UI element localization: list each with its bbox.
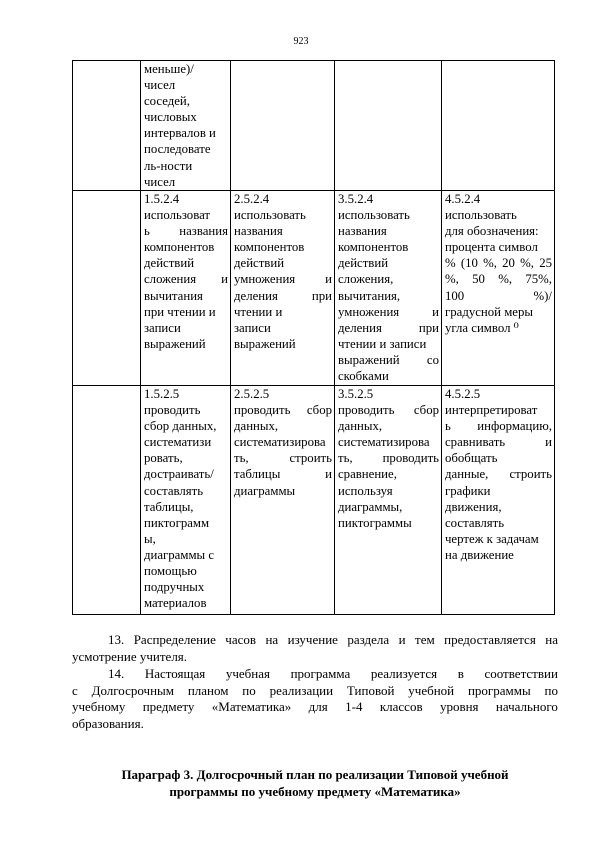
cell-line: соседей, [144, 94, 190, 109]
word: 14. [108, 666, 125, 681]
cell-line: чертеж к задачам [445, 531, 539, 546]
cell-line: использоват [144, 208, 211, 223]
word: тем [415, 632, 435, 647]
cell-line: выражений [234, 336, 296, 351]
word: «Математика» [211, 699, 292, 714]
cell-line: систематизирова [234, 435, 326, 450]
cell-line: 3.5.2.5 [338, 387, 374, 401]
word: 50 [472, 272, 485, 287]
word: сбор [306, 403, 332, 418]
cell-line: данных, [234, 419, 279, 434]
cell-line: процента символ [445, 240, 538, 255]
paragraph-line: усмотрение учителя. [72, 648, 188, 664]
word: %, [520, 256, 534, 271]
table-row [73, 191, 555, 386]
cell-line: 2.5.2.4 [234, 192, 270, 206]
word: деления [338, 320, 382, 335]
word: %)/ [533, 288, 552, 303]
word: на [265, 632, 279, 647]
cell-line: ль-ности [144, 158, 193, 173]
cell-line: чтении и [234, 304, 283, 319]
word: %, [483, 256, 497, 271]
word: проводить [234, 403, 291, 418]
word: ь [445, 419, 451, 434]
word: умножения [234, 272, 296, 287]
word: соответствии [484, 666, 558, 681]
cell-line: действий [234, 256, 285, 271]
table-row [73, 386, 555, 615]
paragraph-line [72, 683, 558, 700]
cell-line: последовате [144, 142, 211, 157]
cell-line [445, 434, 552, 450]
table-cell [73, 386, 141, 615]
cell-line: диаграммы [234, 483, 296, 498]
cell-line: числовых [144, 110, 197, 125]
word: учебной [408, 682, 455, 698]
table-cell [335, 61, 442, 191]
table-cell [335, 386, 442, 615]
cell-line: компонентов [234, 240, 305, 255]
cell-line: диаграммы, [338, 499, 403, 514]
table-cell [141, 191, 231, 386]
cell-line [445, 288, 552, 304]
cell-line: 4.5.2.4 [445, 192, 481, 206]
word: программа [290, 666, 351, 681]
word: ть, [234, 451, 249, 466]
paragraph-line [72, 666, 558, 683]
cell-line: составлять [144, 483, 204, 498]
page-number: 923 [293, 36, 309, 47]
word: выражений [338, 352, 400, 367]
cell-line: вычитания, [338, 288, 401, 303]
word: классов [379, 699, 423, 714]
word: проводить [382, 451, 439, 466]
cell-line [445, 255, 552, 271]
cell-line: интервалов и [144, 126, 216, 141]
word: предоставляется [444, 632, 536, 647]
cell-line: компонентов [144, 240, 215, 255]
cell-line: выражений [144, 336, 206, 351]
word: %, [498, 272, 513, 287]
paragraph-line [72, 699, 558, 716]
word: информацию, [477, 419, 552, 434]
cell-line: сбор данных, [144, 419, 217, 434]
cell-line: угла символ ⁰ [445, 320, 519, 335]
word: изучение [287, 632, 338, 647]
word: Распределение [133, 632, 216, 647]
cell-line: сложения, [338, 272, 394, 287]
word: названия [179, 224, 228, 239]
table-row [73, 61, 555, 191]
word: строить [509, 467, 552, 482]
table-cell [231, 386, 335, 615]
word: 20 [502, 256, 515, 271]
cell-line: действий [338, 256, 389, 271]
word: планом [187, 682, 229, 698]
word: Настоящая [144, 666, 206, 681]
paragraph-line [72, 632, 558, 649]
word: сбор [413, 403, 439, 418]
cell-line: систематизи [144, 435, 212, 450]
table-cell [231, 61, 335, 191]
word: % [445, 256, 456, 271]
word: для [308, 699, 328, 714]
word: раздела [347, 632, 390, 647]
word: данные, [445, 467, 489, 482]
cell-line [445, 271, 552, 287]
cell-line: сравнение, [338, 467, 397, 482]
cell-line: составлять [445, 515, 505, 530]
cell-line [338, 304, 439, 320]
word: проводить [338, 403, 395, 418]
cell-line: графики [445, 483, 491, 498]
word: 75%, [525, 272, 552, 287]
cell-line [234, 402, 332, 418]
cell-line: таблицы, [144, 499, 194, 514]
table-cell [442, 191, 555, 386]
cell-line: движения, [445, 499, 502, 514]
word: с [72, 682, 78, 698]
cell-line [144, 223, 228, 239]
word: по [242, 682, 256, 698]
cell-line [234, 288, 332, 304]
cell-line [234, 450, 332, 466]
word: умножения [338, 304, 400, 319]
cell-line: 4.5.2.5 [445, 387, 481, 401]
cell-line: 2.5.2.5 [234, 387, 270, 401]
paragraph-14 [72, 666, 558, 732]
cell-line: материалов [144, 596, 207, 611]
cell-line: 3.5.2.4 [338, 192, 374, 206]
cell-line: на движение [445, 547, 514, 562]
word: учебному [72, 699, 126, 714]
cell-line: записи [144, 320, 181, 335]
paragraph-13 [72, 632, 558, 665]
word: на [545, 632, 558, 647]
word: реализуется [370, 666, 438, 681]
word: Типовой [346, 682, 395, 698]
word: ть, [338, 451, 353, 466]
word: и [545, 435, 552, 450]
word: деления [234, 288, 278, 303]
cell-line: ы, [144, 531, 156, 546]
cell-line: помощью [144, 564, 197, 579]
cell-line: использовать [445, 208, 517, 223]
word: и [325, 467, 332, 482]
word: программы [467, 682, 531, 698]
word: ь [144, 224, 150, 239]
cell-line: названия [234, 224, 283, 239]
cell-line: скобками [338, 369, 389, 384]
cell-line [338, 320, 439, 336]
cell-line: пиктограмм [144, 515, 210, 530]
cell-line: достраивать/ [144, 467, 214, 482]
cell-line: чтении и записи [338, 336, 427, 351]
cell-line: названия [338, 224, 387, 239]
word: реализации [269, 682, 334, 698]
word: (10 [460, 256, 478, 271]
word: и [398, 632, 406, 647]
cell-line: подручных [144, 580, 205, 595]
cell-line: градусной меры [445, 304, 533, 319]
cell-line [234, 271, 332, 287]
table-cell [141, 61, 231, 191]
cell-line [234, 466, 332, 482]
word: учебная [225, 666, 270, 681]
cell-line: для обозначения: [445, 224, 539, 239]
word: и [325, 272, 332, 287]
table-cell [73, 61, 141, 191]
word: часов [225, 632, 256, 647]
word: сложения [144, 272, 197, 287]
cell-line: используя [338, 483, 393, 498]
table-cell [73, 191, 141, 386]
word: 1-4 [345, 699, 363, 714]
cell-line: интерпретироват [445, 403, 538, 418]
cell-line: использовать [338, 208, 410, 223]
cell-line [144, 271, 228, 287]
cell-line: диаграммы с [144, 547, 215, 562]
table-cell [335, 191, 442, 386]
cell-line: ровать, [144, 451, 183, 466]
paragraph-line: образования. [72, 715, 144, 731]
word: предмету [142, 699, 195, 714]
table-cell [141, 386, 231, 615]
word: и [221, 272, 228, 287]
word: 13. [108, 632, 125, 647]
cell-line: чисел [144, 174, 176, 189]
cell-line [338, 402, 439, 418]
word: таблицы [234, 467, 281, 482]
cell-line: проводить [144, 403, 201, 418]
cell-line [445, 418, 552, 434]
word: строить [289, 451, 332, 466]
word: 100 [445, 288, 465, 303]
cell-line: использовать [234, 208, 306, 223]
word: и [432, 304, 439, 319]
cell-line [338, 352, 439, 368]
cell-line: вычитания [144, 288, 203, 303]
cell-line [338, 450, 439, 466]
word: %, [445, 272, 459, 287]
long-term-plan-table [72, 60, 555, 615]
cell-line: обобщать [445, 451, 498, 466]
word: со [426, 352, 439, 367]
cell-line: систематизирова [338, 435, 430, 450]
word: сравнивать [445, 435, 506, 450]
word: 25 [539, 256, 552, 271]
cell-line: компонентов [338, 240, 409, 255]
heading-line: Параграф 3. Долгосрочный план по реализации Типовой учебной [121, 767, 509, 782]
table-cell [442, 61, 555, 191]
cell-line: записи [234, 320, 271, 335]
word: в [457, 666, 464, 681]
cell-line: действий [144, 256, 195, 271]
table-cell [231, 191, 335, 386]
word: уровня [439, 699, 479, 714]
word: по [544, 682, 558, 698]
table-cell [442, 386, 555, 615]
cell-line: меньше)/ [144, 62, 194, 76]
word: Долгосрочным [91, 682, 174, 698]
heading-line: программы по учебному предмету «Математика» [169, 784, 461, 799]
cell-line [445, 466, 552, 482]
word: при [311, 288, 332, 303]
section-heading [72, 766, 558, 800]
word: при [418, 320, 439, 335]
cell-line: чисел [144, 78, 176, 93]
cell-line: пиктограммы [338, 515, 412, 530]
cell-line: 1.5.2.4 [144, 192, 180, 206]
cell-line: при чтении и [144, 304, 216, 319]
cell-line: 1.5.2.5 [144, 387, 180, 401]
cell-line: данных, [338, 419, 383, 434]
word: начального [495, 699, 558, 714]
